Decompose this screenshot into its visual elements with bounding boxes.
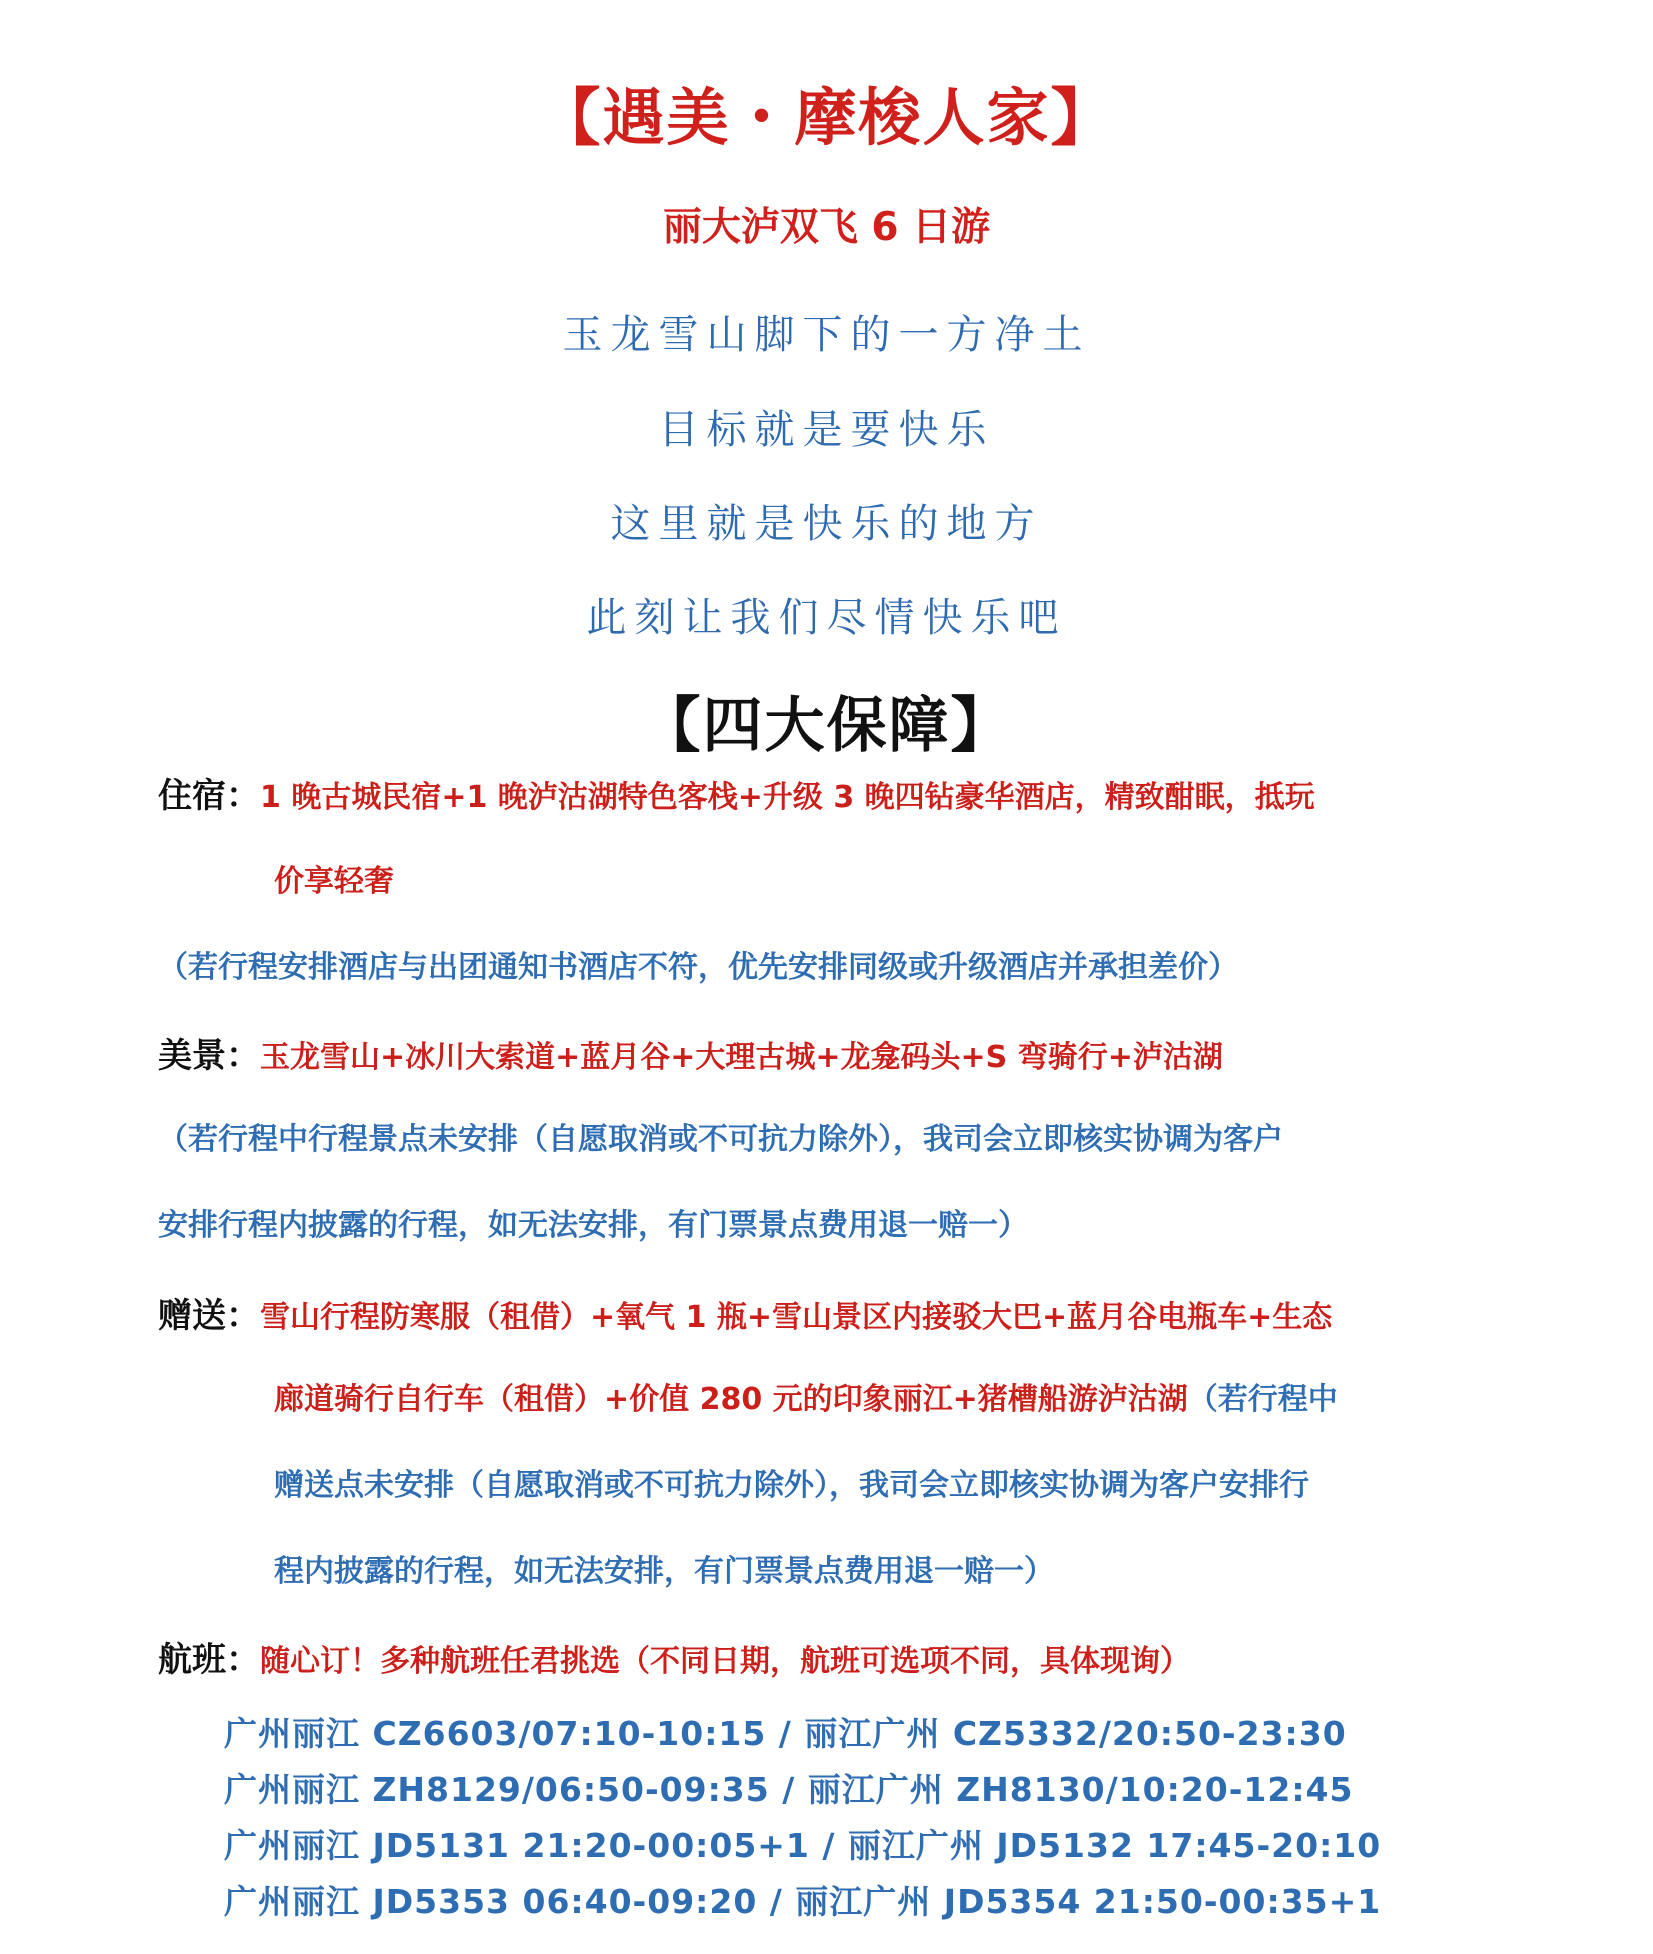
page-title: 【遇美・摩梭人家】 bbox=[538, 81, 1115, 154]
flight-option: 广州丽江 JD5353 06:40-09:20 / 丽江广州 JD5354 21:50-00:35+1 bbox=[224, 1882, 1382, 1921]
scenery-note: （若行程中行程景点未安排（自愿取消或不可抗力除外），我司会立即核实协调为客户 bbox=[158, 1122, 1283, 1157]
flight-option: 广州丽江 ZH8129/06:50-09:35 / 丽江广州 ZH8130/10:20-12:45 bbox=[224, 1770, 1354, 1809]
accommodation-text: 1 晚古城民宿+1 晚泸沽湖特色客栈+升级 3 晚四钻豪华酒店，精致酣眠，抵玩 bbox=[260, 780, 1315, 815]
poem-line: 这里就是快乐的地方 bbox=[610, 501, 1043, 547]
scenery-text: 玉龙雪山+冰川大索道+蓝月谷+大理古城+龙龛码头+S 弯骑行+泸沽湖 bbox=[260, 1040, 1223, 1075]
scenery-label: 美景： bbox=[158, 1036, 260, 1076]
page-subtitle: 丽大泸双飞 6 日游 bbox=[662, 205, 991, 250]
gift-text-cont bbox=[274, 1374, 1338, 1418]
gift-text-line2: 廊道骑行自行车（租借）+价值 280 元的印象丽江+猪槽船游泸沽湖 bbox=[274, 1382, 1188, 1417]
gift-note-start: （若行程中 bbox=[1187, 1382, 1338, 1417]
flight-option: 广州丽江 JD5131 21:20-00:05+1 / 丽江广州 JD5132 17:45-20:10 bbox=[224, 1826, 1382, 1865]
accommodation-label: 住宿： bbox=[158, 776, 260, 816]
poem-line: 玉龙雪山脚下的一方净土 bbox=[562, 312, 1091, 358]
gift-label: 赠送： bbox=[158, 1296, 260, 1336]
gift-text: 雪山行程防寒服（租借）+氧气 1 瓶+雪山景区内接驳大巴+蓝月谷电瓶车+生态 bbox=[260, 1300, 1333, 1335]
gift-note: 赠送点未安排（自愿取消或不可抗力除外），我司会立即核实协调为客户安排行 bbox=[274, 1468, 1309, 1503]
poem-line: 目标就是要快乐 bbox=[658, 407, 995, 453]
gift-row bbox=[158, 1288, 1332, 1337]
accommodation-note: （若行程安排酒店与出团通知书酒店不符，优先安排同级或升级酒店并承担差价） bbox=[158, 950, 1238, 985]
scenery-row bbox=[158, 1028, 1223, 1077]
accommodation-row bbox=[158, 768, 1315, 817]
section-title: 【四大保障】 bbox=[640, 691, 1013, 761]
accommodation-text-cont: 价享轻奢 bbox=[274, 864, 394, 899]
gift-note-cont: 程内披露的行程，如无法安排，有门票景点费用退一赔一） bbox=[274, 1554, 1054, 1589]
flight-text: 随心订！多种航班任君挑选（不同日期，航班可选项不同，具体现询） bbox=[260, 1644, 1190, 1679]
scenery-note-cont: 安排行程内披露的行程，如无法安排，有门票景点费用退一赔一） bbox=[158, 1208, 1028, 1243]
poem-line: 此刻让我们尽情快乐吧 bbox=[586, 595, 1067, 641]
flight-label: 航班： bbox=[158, 1640, 260, 1680]
flight-option: 广州丽江 CZ6603/07:10-10:15 / 丽江广州 CZ5332/20:50-23:30 bbox=[224, 1714, 1347, 1753]
flight-row bbox=[158, 1632, 1190, 1681]
